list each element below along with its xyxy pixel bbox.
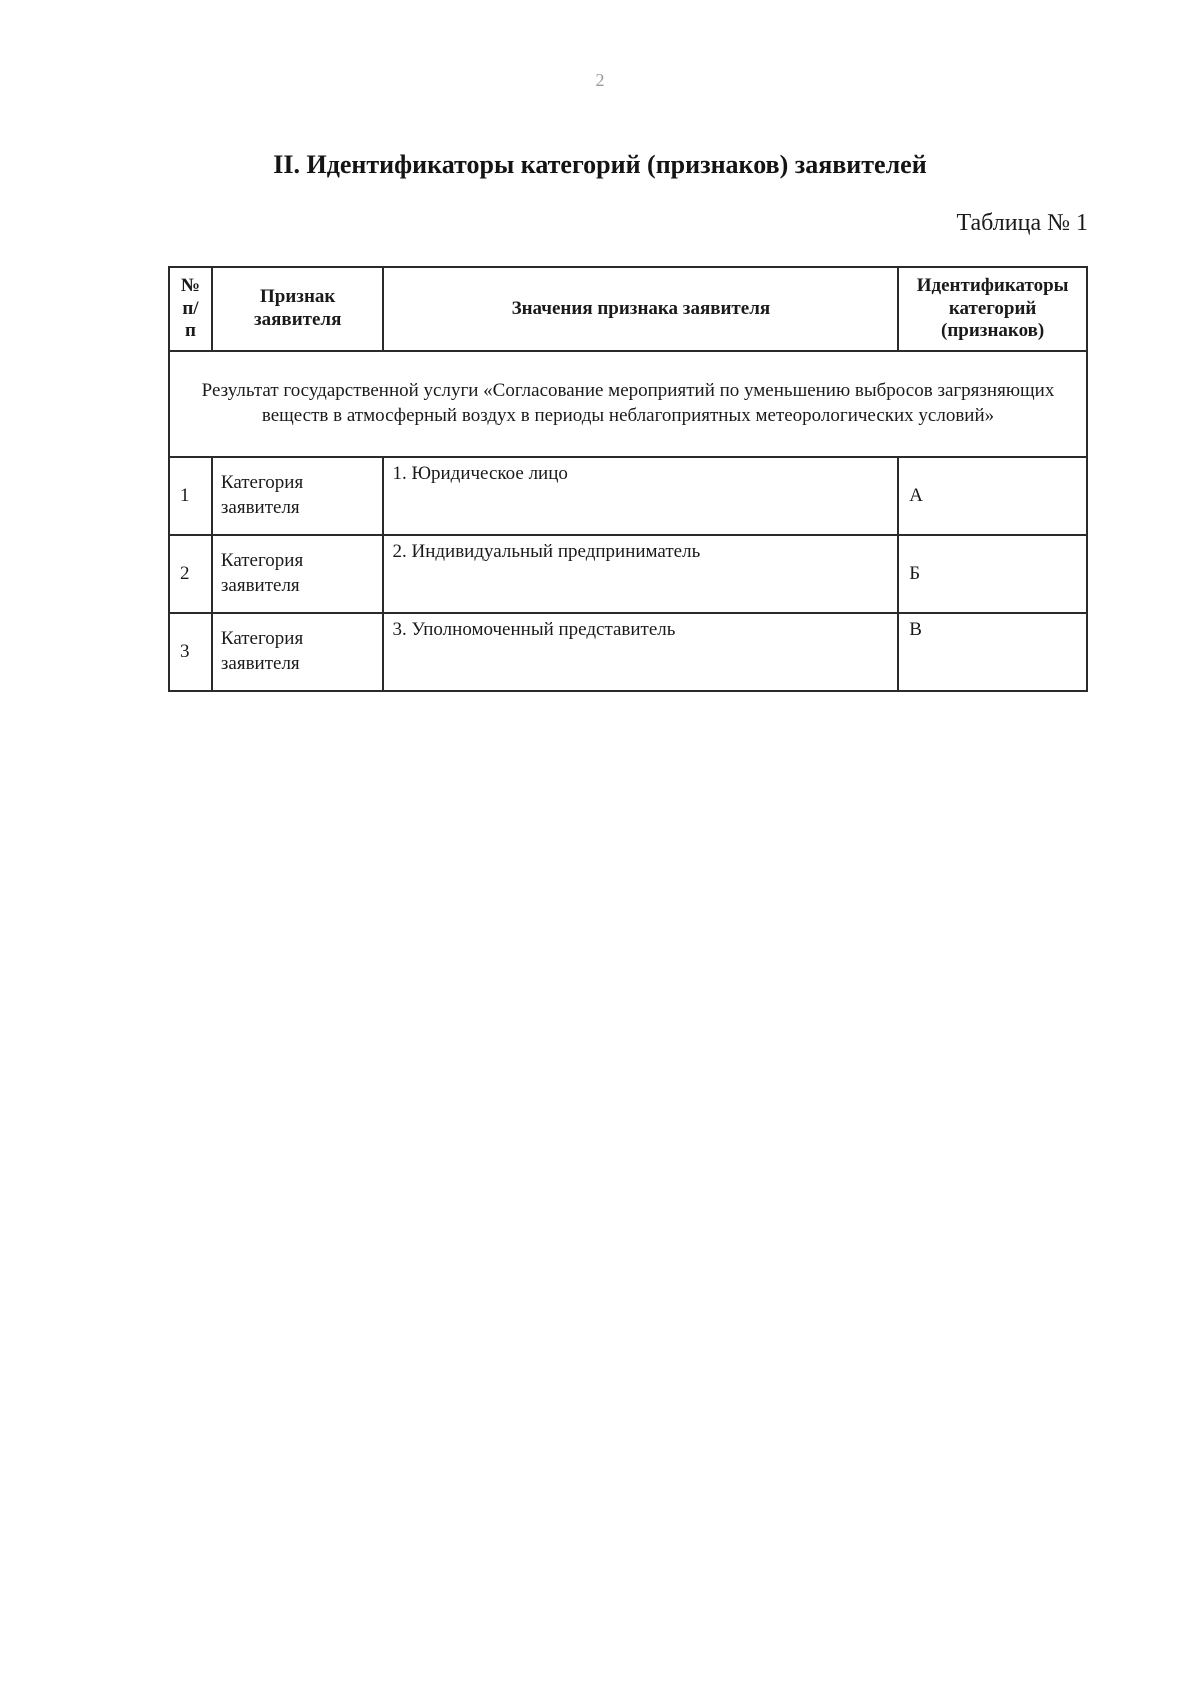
service-result-row: [169, 351, 1087, 457]
table-row: [169, 613, 1087, 691]
service-result-text: Результат государственной услуги «Согласование мероприятий по уменьшению выбросов загрязняющих веществ в атмосферный воздух в периоды неблагоприятных метеорологических условий»: [169, 351, 1087, 457]
row-value: 1. Юридическое лицо: [383, 457, 898, 535]
row-attribute: Категория заявителя: [212, 535, 384, 613]
table-caption: Таблица № 1: [956, 210, 1088, 236]
row-attribute: Категория заявителя: [212, 457, 384, 535]
header-num: № п/п: [169, 267, 212, 351]
row-identifier: В: [898, 613, 1087, 691]
header-values: Значения признака заявителя: [383, 267, 898, 351]
table-row: [169, 535, 1087, 613]
table-header-row: [169, 267, 1087, 351]
row-num: 3: [169, 613, 212, 691]
header-identifiers: Идентификаторы категорий (признаков): [898, 267, 1087, 351]
row-num: 1: [169, 457, 212, 535]
section-title: II. Идентификаторы категорий (признаков) заявителей: [273, 150, 927, 179]
header-attribute: Признак заявителя: [212, 267, 384, 351]
row-identifier: А: [898, 457, 1087, 535]
applicant-categories-table: [168, 266, 1088, 692]
row-value: 3. Уполномоченный представитель: [383, 613, 898, 691]
row-identifier: Б: [898, 535, 1087, 613]
row-value: 2. Индивидуальный предприниматель: [383, 535, 898, 613]
row-num: 2: [169, 535, 212, 613]
page-number: 2: [595, 70, 605, 90]
row-attribute: Категория заявителя: [212, 613, 384, 691]
table-row: [169, 457, 1087, 535]
